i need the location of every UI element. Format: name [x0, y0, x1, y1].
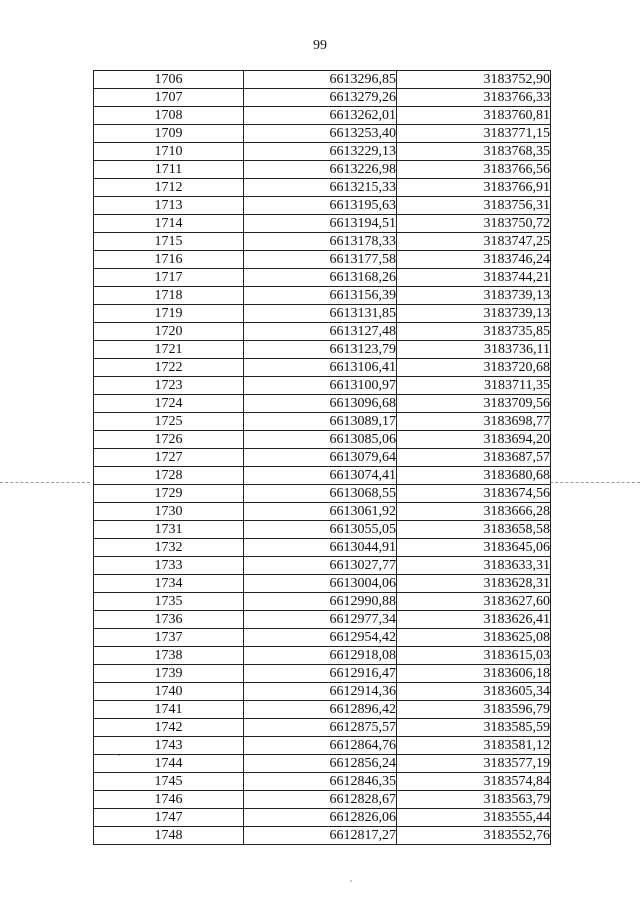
table-row	[94, 143, 551, 161]
y-coordinate-cell: 3183739,13	[397, 287, 551, 305]
table-row	[94, 809, 551, 827]
y-coordinate-cell: 3183626,41	[397, 611, 551, 629]
x-coordinate-cell: 6613079,64	[244, 449, 397, 467]
y-coordinate-cell: 3183577,19	[397, 755, 551, 773]
point-number-cell: 1719	[94, 305, 244, 323]
point-number-cell: 1733	[94, 557, 244, 575]
x-coordinate-cell: 6613123,79	[244, 341, 397, 359]
point-number-cell: 1716	[94, 251, 244, 269]
table-row	[94, 827, 551, 845]
x-coordinate-cell: 6612856,24	[244, 755, 397, 773]
point-number-cell: 1735	[94, 593, 244, 611]
x-coordinate-cell: 6613096,68	[244, 395, 397, 413]
x-coordinate-cell: 6613100,97	[244, 377, 397, 395]
table-row	[94, 71, 551, 89]
y-coordinate-cell: 3183633,31	[397, 557, 551, 575]
point-number-cell: 1745	[94, 773, 244, 791]
point-number-cell: 1722	[94, 359, 244, 377]
table-row	[94, 287, 551, 305]
x-coordinate-cell: 6612896,42	[244, 701, 397, 719]
y-coordinate-cell: 3183771,15	[397, 125, 551, 143]
scan-artifact-line	[0, 482, 90, 483]
point-number-cell: 1709	[94, 125, 244, 143]
table-row	[94, 431, 551, 449]
table-row	[94, 485, 551, 503]
table-row	[94, 503, 551, 521]
table-row	[94, 215, 551, 233]
coordinates-table-body	[94, 71, 551, 845]
point-number-cell: 1720	[94, 323, 244, 341]
y-coordinate-cell: 3183750,72	[397, 215, 551, 233]
y-coordinate-cell: 3183658,58	[397, 521, 551, 539]
point-number-cell: 1706	[94, 71, 244, 89]
y-coordinate-cell: 3183552,76	[397, 827, 551, 845]
table-row	[94, 341, 551, 359]
point-number-cell: 1728	[94, 467, 244, 485]
y-coordinate-cell: 3183746,24	[397, 251, 551, 269]
point-number-cell: 1718	[94, 287, 244, 305]
table-row	[94, 791, 551, 809]
y-coordinate-cell: 3183709,56	[397, 395, 551, 413]
y-coordinate-cell: 3183666,28	[397, 503, 551, 521]
point-number-cell: 1743	[94, 737, 244, 755]
table-row	[94, 539, 551, 557]
table-row	[94, 755, 551, 773]
x-coordinate-cell: 6613168,26	[244, 269, 397, 287]
y-coordinate-cell: 3183766,56	[397, 161, 551, 179]
y-coordinate-cell: 3183563,79	[397, 791, 551, 809]
x-coordinate-cell: 6612918,08	[244, 647, 397, 665]
x-coordinate-cell: 6612916,47	[244, 665, 397, 683]
y-coordinate-cell: 3183596,79	[397, 701, 551, 719]
scan-artifact-dot	[350, 880, 352, 882]
y-coordinate-cell: 3183606,18	[397, 665, 551, 683]
table-row	[94, 629, 551, 647]
x-coordinate-cell: 6613061,92	[244, 503, 397, 521]
table-row	[94, 773, 551, 791]
x-coordinate-cell: 6612828,67	[244, 791, 397, 809]
table-row	[94, 701, 551, 719]
table-row	[94, 89, 551, 107]
table-row	[94, 593, 551, 611]
y-coordinate-cell: 3183739,13	[397, 305, 551, 323]
point-number-cell: 1736	[94, 611, 244, 629]
x-coordinate-cell: 6613195,63	[244, 197, 397, 215]
y-coordinate-cell: 3183736,11	[397, 341, 551, 359]
point-number-cell: 1739	[94, 665, 244, 683]
table-row	[94, 683, 551, 701]
table-row	[94, 197, 551, 215]
x-coordinate-cell: 6612846,35	[244, 773, 397, 791]
point-number-cell: 1710	[94, 143, 244, 161]
point-number-cell: 1707	[94, 89, 244, 107]
table-row	[94, 719, 551, 737]
x-coordinate-cell: 6613085,06	[244, 431, 397, 449]
y-coordinate-cell: 3183680,68	[397, 467, 551, 485]
point-number-cell: 1734	[94, 575, 244, 593]
point-number-cell: 1712	[94, 179, 244, 197]
table-row	[94, 269, 551, 287]
point-number-cell: 1727	[94, 449, 244, 467]
table-row	[94, 359, 551, 377]
y-coordinate-cell: 3183760,81	[397, 107, 551, 125]
point-number-cell: 1741	[94, 701, 244, 719]
table-row	[94, 107, 551, 125]
y-coordinate-cell: 3183585,59	[397, 719, 551, 737]
y-coordinate-cell: 3183735,85	[397, 323, 551, 341]
y-coordinate-cell: 3183625,08	[397, 629, 551, 647]
point-number-cell: 1730	[94, 503, 244, 521]
point-number-cell: 1726	[94, 431, 244, 449]
x-coordinate-cell: 6613177,58	[244, 251, 397, 269]
x-coordinate-cell: 6613253,40	[244, 125, 397, 143]
y-coordinate-cell: 3183744,21	[397, 269, 551, 287]
x-coordinate-cell: 6612977,34	[244, 611, 397, 629]
y-coordinate-cell: 3183615,03	[397, 647, 551, 665]
y-coordinate-cell: 3183698,77	[397, 413, 551, 431]
x-coordinate-cell: 6613215,33	[244, 179, 397, 197]
table-row	[94, 323, 551, 341]
y-coordinate-cell: 3183756,31	[397, 197, 551, 215]
table-row	[94, 377, 551, 395]
point-number-cell: 1725	[94, 413, 244, 431]
x-coordinate-cell: 6612864,76	[244, 737, 397, 755]
y-coordinate-cell: 3183747,25	[397, 233, 551, 251]
x-coordinate-cell: 6613178,33	[244, 233, 397, 251]
x-coordinate-cell: 6613279,26	[244, 89, 397, 107]
table-row	[94, 467, 551, 485]
y-coordinate-cell: 3183627,60	[397, 593, 551, 611]
x-coordinate-cell: 6613127,48	[244, 323, 397, 341]
table-row	[94, 449, 551, 467]
point-number-cell: 1737	[94, 629, 244, 647]
table-row	[94, 251, 551, 269]
y-coordinate-cell: 3183581,12	[397, 737, 551, 755]
x-coordinate-cell: 6613262,01	[244, 107, 397, 125]
point-number-cell: 1724	[94, 395, 244, 413]
table-row	[94, 557, 551, 575]
point-number-cell: 1748	[94, 827, 244, 845]
table-row	[94, 665, 551, 683]
x-coordinate-cell: 6613229,13	[244, 143, 397, 161]
x-coordinate-cell: 6613106,41	[244, 359, 397, 377]
table-row	[94, 179, 551, 197]
y-coordinate-cell: 3183555,44	[397, 809, 551, 827]
point-number-cell: 1721	[94, 341, 244, 359]
x-coordinate-cell: 6613194,51	[244, 215, 397, 233]
table-row	[94, 611, 551, 629]
x-coordinate-cell: 6613055,05	[244, 521, 397, 539]
y-coordinate-cell: 3183720,68	[397, 359, 551, 377]
point-number-cell: 1711	[94, 161, 244, 179]
table-row	[94, 125, 551, 143]
point-number-cell: 1738	[94, 647, 244, 665]
y-coordinate-cell: 3183752,90	[397, 71, 551, 89]
point-number-cell: 1731	[94, 521, 244, 539]
point-number-cell: 1713	[94, 197, 244, 215]
x-coordinate-cell: 6613156,39	[244, 287, 397, 305]
y-coordinate-cell: 3183628,31	[397, 575, 551, 593]
x-coordinate-cell: 6613131,85	[244, 305, 397, 323]
point-number-cell: 1742	[94, 719, 244, 737]
point-number-cell: 1746	[94, 791, 244, 809]
point-number-cell: 1740	[94, 683, 244, 701]
point-number-cell: 1714	[94, 215, 244, 233]
point-number-cell: 1708	[94, 107, 244, 125]
table-row	[94, 521, 551, 539]
x-coordinate-cell: 6612954,42	[244, 629, 397, 647]
table-row	[94, 575, 551, 593]
table-row	[94, 413, 551, 431]
x-coordinate-cell: 6613027,77	[244, 557, 397, 575]
x-coordinate-cell: 6612817,27	[244, 827, 397, 845]
point-number-cell: 1744	[94, 755, 244, 773]
x-coordinate-cell: 6612914,36	[244, 683, 397, 701]
y-coordinate-cell: 3183674,56	[397, 485, 551, 503]
y-coordinate-cell: 3183574,84	[397, 773, 551, 791]
table-row	[94, 647, 551, 665]
point-number-cell: 1723	[94, 377, 244, 395]
x-coordinate-cell: 6613226,98	[244, 161, 397, 179]
point-number-cell: 1717	[94, 269, 244, 287]
y-coordinate-cell: 3183766,33	[397, 89, 551, 107]
table-row	[94, 305, 551, 323]
x-coordinate-cell: 6613089,17	[244, 413, 397, 431]
point-number-cell: 1715	[94, 233, 244, 251]
x-coordinate-cell: 6613074,41	[244, 467, 397, 485]
x-coordinate-cell: 6612826,06	[244, 809, 397, 827]
x-coordinate-cell: 6613068,55	[244, 485, 397, 503]
y-coordinate-cell: 3183694,20	[397, 431, 551, 449]
table-row	[94, 233, 551, 251]
x-coordinate-cell: 6612990,88	[244, 593, 397, 611]
y-coordinate-cell: 3183711,35	[397, 377, 551, 395]
y-coordinate-cell: 3183687,57	[397, 449, 551, 467]
coordinates-table	[93, 70, 551, 845]
y-coordinate-cell: 3183766,91	[397, 179, 551, 197]
page-number: 99	[313, 38, 327, 53]
y-coordinate-cell: 3183768,35	[397, 143, 551, 161]
x-coordinate-cell: 6613044,91	[244, 539, 397, 557]
point-number-cell: 1729	[94, 485, 244, 503]
table-row	[94, 395, 551, 413]
point-number-cell: 1747	[94, 809, 244, 827]
table-row	[94, 737, 551, 755]
scan-artifact-line	[550, 482, 640, 483]
table-row	[94, 161, 551, 179]
x-coordinate-cell: 6613296,85	[244, 71, 397, 89]
point-number-cell: 1732	[94, 539, 244, 557]
y-coordinate-cell: 3183605,34	[397, 683, 551, 701]
x-coordinate-cell: 6613004,06	[244, 575, 397, 593]
x-coordinate-cell: 6612875,57	[244, 719, 397, 737]
y-coordinate-cell: 3183645,06	[397, 539, 551, 557]
